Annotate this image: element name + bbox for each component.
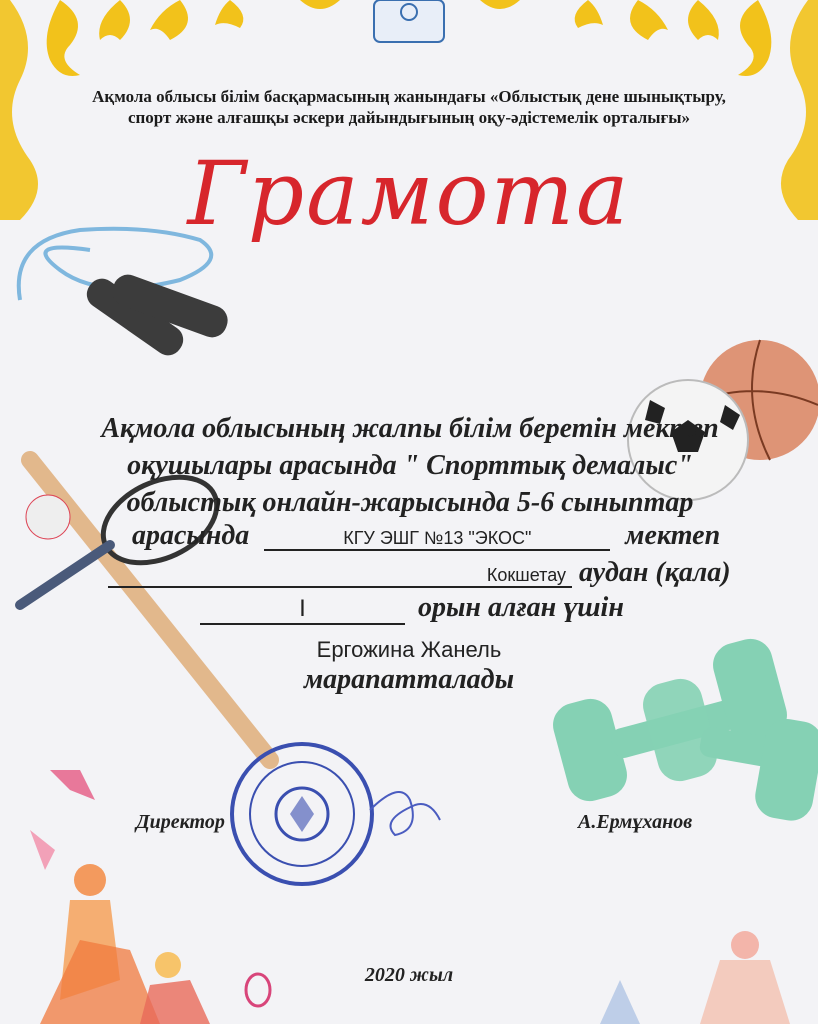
- header-line-2: спорт және алғашқы әскери дайындығының оқу-әдістемелік орталығы»: [127, 108, 691, 127]
- school-field: КГУ ЭШГ №13 "ЭКОС": [264, 528, 610, 551]
- official-stamp-icon: [232, 744, 372, 884]
- school-suffix: мектеп: [625, 520, 721, 551]
- certificate-body: [60, 410, 760, 521]
- place-row: [200, 592, 624, 625]
- header-line-1: Ақмола облысы білім басқармасының жанындағы «Облыстық дене шынықтыру,: [92, 87, 726, 106]
- recipient-name: Ергожина Жанель: [316, 637, 502, 662]
- school-prefix: арасында: [132, 520, 250, 551]
- district-field: Кокшетау: [108, 565, 572, 588]
- awarded-text: марапатталады: [304, 664, 514, 695]
- district-suffix: аудан (қала): [579, 557, 731, 588]
- organization-header: [20, 86, 798, 128]
- body-line-1: Ақмола облысының жалпы білім беретін мектеп: [101, 413, 719, 444]
- jump-rope-icon: [19, 229, 232, 361]
- director-name: А.Ермұханов: [578, 811, 693, 833]
- place-field: I: [200, 595, 405, 625]
- body-line-3: облыстық онлайн-жарысында 5-6 сыныптар: [126, 487, 694, 518]
- certificate-title: Грамота: [187, 142, 631, 245]
- emblem-logo-icon: [374, 0, 444, 42]
- district-row: [108, 557, 731, 589]
- director-title: Директор: [136, 811, 225, 833]
- signature-icon: [370, 792, 440, 835]
- place-suffix: орын алған үшін: [418, 592, 624, 623]
- certificate-year: 2020 жыл: [364, 964, 454, 986]
- school-row: [132, 520, 720, 552]
- body-line-2: оқушылары арасында " Спорттық демалыс": [127, 450, 693, 481]
